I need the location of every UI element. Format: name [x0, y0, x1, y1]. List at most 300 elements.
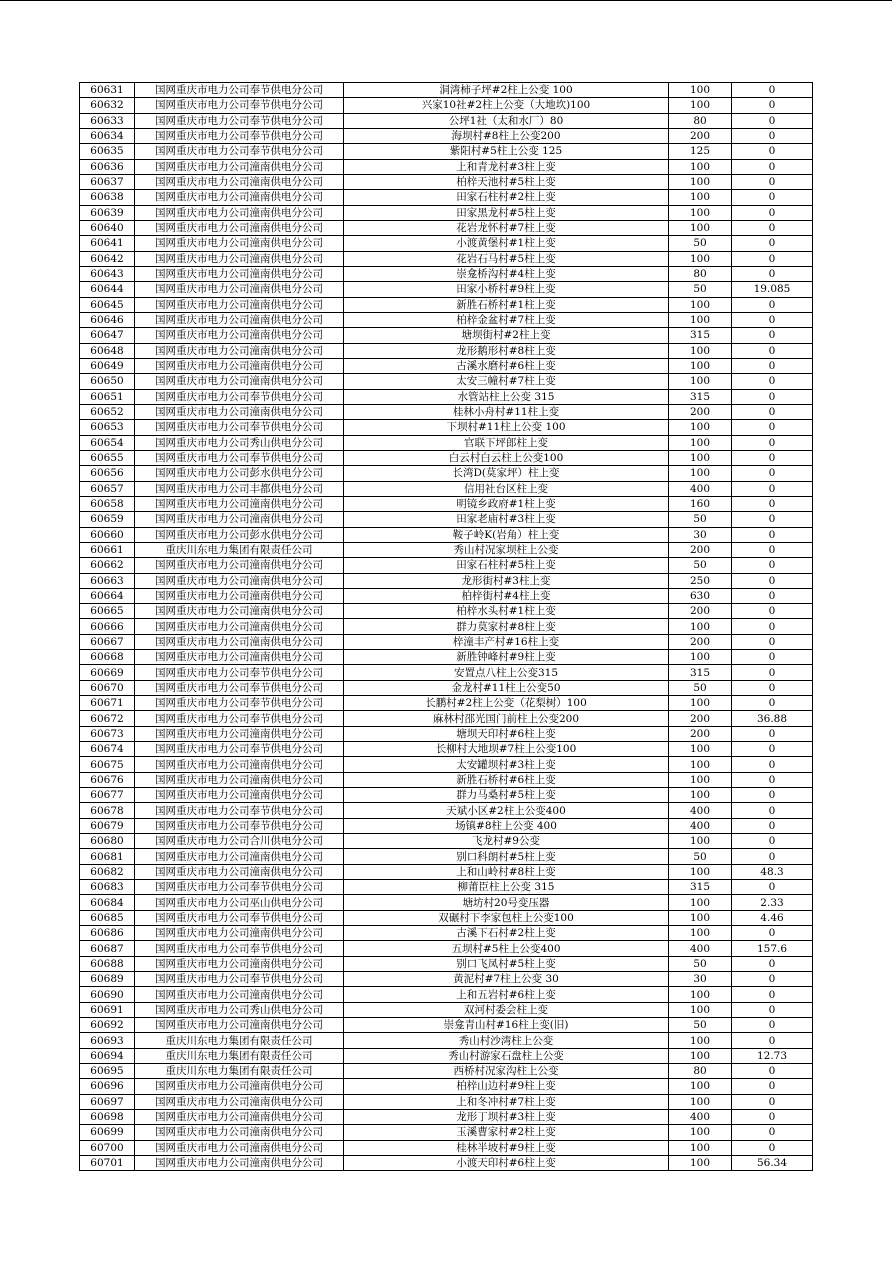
table-row: [80, 98, 813, 113]
company-cell: 国网重庆市电力公司奉节供电分公司: [135, 98, 344, 113]
table-row: [80, 328, 813, 343]
transformer-name-cell: 桂林半坡村#9柱上变: [344, 1140, 669, 1155]
value-cell: 0: [732, 573, 813, 588]
company-cell: 国网重庆市电力公司潼南供电分公司: [135, 634, 344, 649]
table-row: [80, 435, 813, 450]
value-cell: 0: [732, 834, 813, 849]
transformer-name-cell: 麻林村邵光国门前柱上公变200: [344, 711, 669, 726]
capacity-cell: 400: [669, 941, 732, 956]
row-id-cell: 60660: [80, 527, 135, 542]
value-cell: 0: [732, 466, 813, 481]
company-cell: 国网重庆市电力公司秀山供电分公司: [135, 1002, 344, 1017]
transformer-name-cell: 柏梓街村#4柱上变: [344, 588, 669, 603]
company-cell: 国网重庆市电力公司潼南供电分公司: [135, 343, 344, 358]
value-cell: 0: [732, 420, 813, 435]
company-cell: 国网重庆市电力公司潼南供电分公司: [135, 1079, 344, 1094]
company-cell: 国网重庆市电力公司潼南供电分公司: [135, 604, 344, 619]
value-cell: 0: [732, 650, 813, 665]
transformer-name-cell: 五坝村#5柱上公变400: [344, 941, 669, 956]
company-cell: 国网重庆市电力公司奉节供电分公司: [135, 680, 344, 695]
table-row: [80, 512, 813, 527]
row-id-cell: 60635: [80, 144, 135, 159]
transformer-name-cell: 官联下坪郎柱上变: [344, 435, 669, 450]
capacity-cell: 100: [669, 1048, 732, 1063]
value-cell: 56.34: [732, 1155, 813, 1170]
value-cell: 0: [732, 1094, 813, 1109]
table-row: [80, 788, 813, 803]
value-cell: 0: [732, 956, 813, 971]
capacity-cell: 315: [669, 665, 732, 680]
transformer-name-cell: 塘坝街村#2柱上变: [344, 328, 669, 343]
row-id-cell: 60643: [80, 266, 135, 281]
value-cell: 0: [732, 1079, 813, 1094]
table-row: [80, 190, 813, 205]
company-cell: 国网重庆市电力公司奉节供电分公司: [135, 711, 344, 726]
transformer-name-cell: 紫阳村#5柱上公变 125: [344, 144, 669, 159]
row-id-cell: 60662: [80, 558, 135, 573]
value-cell: 0: [732, 527, 813, 542]
company-cell: 重庆川东电力集团有限责任公司: [135, 1033, 344, 1048]
row-id-cell: 60636: [80, 159, 135, 174]
transformer-name-cell: 太安三幢村#7柱上变: [344, 374, 669, 389]
capacity-cell: 80: [669, 113, 732, 128]
row-id-cell: 60631: [80, 83, 135, 98]
row-id-cell: 60674: [80, 742, 135, 757]
company-cell: 国网重庆市电力公司潼南供电分公司: [135, 205, 344, 220]
table-row: [80, 895, 813, 910]
table-row: [80, 450, 813, 465]
value-cell: 0: [732, 588, 813, 603]
row-id-cell: 60666: [80, 619, 135, 634]
row-id-cell: 60671: [80, 696, 135, 711]
row-id-cell: 60639: [80, 205, 135, 220]
capacity-cell: 100: [669, 1002, 732, 1017]
table-row: [80, 113, 813, 128]
capacity-cell: 100: [669, 757, 732, 772]
row-id-cell: 60654: [80, 435, 135, 450]
capacity-cell: 50: [669, 849, 732, 864]
transformer-name-cell: 洞湾柿子坪#2柱上公变 100: [344, 83, 669, 98]
value-cell: 0: [732, 205, 813, 220]
company-cell: 国网重庆市电力公司潼南供电分公司: [135, 374, 344, 389]
table-row: [80, 496, 813, 511]
table-row: [80, 144, 813, 159]
company-cell: 国网重庆市电力公司潼南供电分公司: [135, 159, 344, 174]
transformer-name-cell: 上和山岭村#8柱上变: [344, 864, 669, 879]
row-id-cell: 60683: [80, 880, 135, 895]
table-row: [80, 358, 813, 373]
capacity-cell: 100: [669, 895, 732, 910]
row-id-cell: 60695: [80, 1064, 135, 1079]
transformer-name-cell: 柏梓天池村#5柱上变: [344, 174, 669, 189]
company-cell: 国网重庆市电力公司潼南供电分公司: [135, 220, 344, 235]
company-cell: 国网重庆市电力公司潼南供电分公司: [135, 1094, 344, 1109]
transformer-name-cell: 龙形丁坝村#3柱上变: [344, 1109, 669, 1124]
transformer-name-cell: 长柳村大地坝#7柱上公变100: [344, 742, 669, 757]
capacity-cell: 100: [669, 1155, 732, 1170]
table-row: [80, 650, 813, 665]
table-row: [80, 665, 813, 680]
table-row: [80, 374, 813, 389]
table-row: [80, 481, 813, 496]
row-id-cell: 60669: [80, 665, 135, 680]
table-row: [80, 1140, 813, 1155]
capacity-cell: 100: [669, 1033, 732, 1048]
transformer-name-cell: 上和冬冲村#7柱上变: [344, 1094, 669, 1109]
row-id-cell: 60682: [80, 864, 135, 879]
transformer-name-cell: 长鹏村#2柱上公变（花梨树）100: [344, 696, 669, 711]
table-row: [80, 726, 813, 741]
value-cell: 0: [732, 696, 813, 711]
company-cell: 国网重庆市电力公司奉节供电分公司: [135, 450, 344, 465]
row-id-cell: 60686: [80, 926, 135, 941]
row-id-cell: 60697: [80, 1094, 135, 1109]
table-row: [80, 604, 813, 619]
company-cell: 重庆川东电力集团有限责任公司: [135, 1048, 344, 1063]
company-cell: 重庆川东电力集团有限责任公司: [135, 1064, 344, 1079]
table-row: [80, 128, 813, 143]
capacity-cell: 100: [669, 205, 732, 220]
row-id-cell: 60658: [80, 496, 135, 511]
transformer-name-cell: 小渡黄堡村#1柱上变: [344, 236, 669, 251]
capacity-cell: 100: [669, 374, 732, 389]
table-row: [80, 83, 813, 98]
table-row: [80, 466, 813, 481]
company-cell: 国网重庆市电力公司秀山供电分公司: [135, 435, 344, 450]
page-top-rule: [0, 0, 892, 1]
row-id-cell: 60645: [80, 297, 135, 312]
company-cell: 国网重庆市电力公司潼南供电分公司: [135, 358, 344, 373]
value-cell: 0: [732, 1140, 813, 1155]
company-cell: 国网重庆市电力公司彭水供电分公司: [135, 466, 344, 481]
table-row: [80, 220, 813, 235]
row-id-cell: 60667: [80, 634, 135, 649]
table-row: [80, 772, 813, 787]
value-cell: 0: [732, 558, 813, 573]
capacity-cell: 30: [669, 527, 732, 542]
capacity-cell: 100: [669, 696, 732, 711]
row-id-cell: 60675: [80, 757, 135, 772]
company-cell: 国网重庆市电力公司合川供电分公司: [135, 834, 344, 849]
capacity-cell: 125: [669, 144, 732, 159]
value-cell: 0: [732, 680, 813, 695]
value-cell: 0: [732, 1125, 813, 1140]
table-row: [80, 1094, 813, 1109]
company-cell: 国网重庆市电力公司奉节供电分公司: [135, 880, 344, 895]
value-cell: 0: [732, 450, 813, 465]
company-cell: 国网重庆市电力公司潼南供电分公司: [135, 496, 344, 511]
company-cell: 国网重庆市电力公司潼南供电分公司: [135, 282, 344, 297]
value-cell: 0: [732, 481, 813, 496]
table-row: [80, 634, 813, 649]
table-row: [80, 420, 813, 435]
capacity-cell: 50: [669, 236, 732, 251]
value-cell: 0: [732, 512, 813, 527]
row-id-cell: 60680: [80, 834, 135, 849]
capacity-cell: 315: [669, 880, 732, 895]
transformer-name-cell: 群力马桑村#5柱上变: [344, 788, 669, 803]
row-id-cell: 60701: [80, 1155, 135, 1170]
table-row: [80, 542, 813, 557]
capacity-cell: 100: [669, 159, 732, 174]
company-cell: 国网重庆市电力公司巫山供电分公司: [135, 895, 344, 910]
transformer-name-cell: 新胜钟峰村#9柱上变: [344, 650, 669, 665]
row-id-cell: 60668: [80, 650, 135, 665]
capacity-cell: 400: [669, 818, 732, 833]
transformer-name-cell: 信用社台区柱上变: [344, 481, 669, 496]
company-cell: 国网重庆市电力公司潼南供电分公司: [135, 512, 344, 527]
capacity-cell: 315: [669, 328, 732, 343]
capacity-cell: 30: [669, 972, 732, 987]
transformer-name-cell: 白云村白云柱上公变100: [344, 450, 669, 465]
transformer-name-cell: 柏梓山边村#9柱上变: [344, 1079, 669, 1094]
row-id-cell: 60633: [80, 113, 135, 128]
value-cell: 48.3: [732, 864, 813, 879]
table-row: [80, 834, 813, 849]
company-cell: 国网重庆市电力公司潼南供电分公司: [135, 650, 344, 665]
table-row: [80, 864, 813, 879]
value-cell: 12.73: [732, 1048, 813, 1063]
company-cell: 国网重庆市电力公司潼南供电分公司: [135, 236, 344, 251]
company-cell: 国网重庆市电力公司潼南供电分公司: [135, 1125, 344, 1140]
table-row: [80, 389, 813, 404]
transformer-name-cell: 古溪下石村#2柱上变: [344, 926, 669, 941]
table-row: [80, 1079, 813, 1094]
table-row: [80, 711, 813, 726]
value-cell: 0: [732, 1109, 813, 1124]
company-cell: 国网重庆市电力公司潼南供电分公司: [135, 404, 344, 419]
value-cell: 0: [732, 343, 813, 358]
transformer-name-cell: 太安罐坝村#3柱上变: [344, 757, 669, 772]
company-cell: 重庆川东电力集团有限责任公司: [135, 542, 344, 557]
value-cell: 0: [732, 849, 813, 864]
company-cell: 国网重庆市电力公司潼南供电分公司: [135, 573, 344, 588]
company-cell: 国网重庆市电力公司潼南供电分公司: [135, 987, 344, 1002]
transformer-name-cell: 田家石柱村#2柱上变: [344, 190, 669, 205]
table-row: [80, 849, 813, 864]
transformer-name-cell: 上和青龙村#3柱上变: [344, 159, 669, 174]
value-cell: 0: [732, 389, 813, 404]
transformer-name-cell: 安置点八柱上公变315: [344, 665, 669, 680]
company-cell: 国网重庆市电力公司奉节供电分公司: [135, 665, 344, 680]
value-cell: 0: [732, 374, 813, 389]
capacity-cell: 100: [669, 987, 732, 1002]
table-row: [80, 558, 813, 573]
table-row: [80, 926, 813, 941]
capacity-cell: 200: [669, 542, 732, 557]
table-row: [80, 282, 813, 297]
company-cell: 国网重庆市电力公司潼南供电分公司: [135, 328, 344, 343]
table-row: [80, 696, 813, 711]
row-id-cell: 60678: [80, 803, 135, 818]
company-cell: 国网重庆市电力公司奉节供电分公司: [135, 818, 344, 833]
capacity-cell: 100: [669, 435, 732, 450]
transformer-name-cell: 崇龛青山村#16柱上变(旧): [344, 1018, 669, 1033]
capacity-cell: 200: [669, 726, 732, 741]
value-cell: 0: [732, 113, 813, 128]
table-row: [80, 1033, 813, 1048]
table-row: [80, 1048, 813, 1063]
capacity-cell: 100: [669, 1125, 732, 1140]
row-id-cell: 60665: [80, 604, 135, 619]
capacity-cell: 100: [669, 926, 732, 941]
value-cell: 0: [732, 803, 813, 818]
capacity-cell: 200: [669, 128, 732, 143]
company-cell: 国网重庆市电力公司潼南供电分公司: [135, 726, 344, 741]
capacity-cell: 50: [669, 956, 732, 971]
capacity-cell: 400: [669, 1109, 732, 1124]
transformer-name-cell: 龙形鹅形村#8柱上变: [344, 343, 669, 358]
value-cell: 0: [732, 266, 813, 281]
capacity-cell: 100: [669, 220, 732, 235]
capacity-cell: 630: [669, 588, 732, 603]
capacity-cell: 200: [669, 404, 732, 419]
row-id-cell: 60650: [80, 374, 135, 389]
transformer-name-cell: 秀山村沙湾柱上公变: [344, 1033, 669, 1048]
transformer-name-cell: 秀山村况家坝柱上公变: [344, 542, 669, 557]
capacity-cell: 100: [669, 742, 732, 757]
transformer-name-cell: 公坪1社（太和水厂）80: [344, 113, 669, 128]
capacity-cell: 100: [669, 1079, 732, 1094]
company-cell: 国网重庆市电力公司奉节供电分公司: [135, 128, 344, 143]
company-cell: 国网重庆市电力公司奉节供电分公司: [135, 389, 344, 404]
capacity-cell: 100: [669, 312, 732, 327]
transformer-name-cell: 秀山村游家石盘柱上公变: [344, 1048, 669, 1063]
transformer-name-cell: 新胜石桥村#6柱上变: [344, 772, 669, 787]
table-row: [80, 1018, 813, 1033]
table-row: [80, 956, 813, 971]
row-id-cell: 60673: [80, 726, 135, 741]
row-id-cell: 60634: [80, 128, 135, 143]
company-cell: 国网重庆市电力公司潼南供电分公司: [135, 297, 344, 312]
table-body: [80, 83, 813, 1171]
company-cell: 国网重庆市电力公司奉节供电分公司: [135, 941, 344, 956]
company-cell: 国网重庆市电力公司潼南供电分公司: [135, 1018, 344, 1033]
company-cell: 国网重庆市电力公司奉节供电分公司: [135, 696, 344, 711]
company-cell: 国网重庆市电力公司丰都供电分公司: [135, 481, 344, 496]
value-cell: 0: [732, 98, 813, 113]
transformer-name-cell: 田家黑龙村#5柱上变: [344, 205, 669, 220]
row-id-cell: 60690: [80, 987, 135, 1002]
value-cell: 0: [732, 542, 813, 557]
value-cell: 0: [732, 435, 813, 450]
row-id-cell: 60664: [80, 588, 135, 603]
row-id-cell: 60688: [80, 956, 135, 971]
row-id-cell: 60676: [80, 772, 135, 787]
value-cell: 0: [732, 772, 813, 787]
transformer-name-cell: 塘坊村20号变压器: [344, 895, 669, 910]
company-cell: 国网重庆市电力公司潼南供电分公司: [135, 558, 344, 573]
value-cell: 0: [732, 619, 813, 634]
row-id-cell: 60661: [80, 542, 135, 557]
transformer-name-cell: 双碾村下李家包柱上公变100: [344, 910, 669, 925]
row-id-cell: 60691: [80, 1002, 135, 1017]
row-id-cell: 60655: [80, 450, 135, 465]
company-cell: 国网重庆市电力公司奉节供电分公司: [135, 420, 344, 435]
table-row: [80, 527, 813, 542]
row-id-cell: 60693: [80, 1033, 135, 1048]
capacity-cell: 50: [669, 282, 732, 297]
transformer-name-cell: 群力莫家村#8柱上变: [344, 619, 669, 634]
capacity-cell: 100: [669, 297, 732, 312]
company-cell: 国网重庆市电力公司潼南供电分公司: [135, 788, 344, 803]
row-id-cell: 60677: [80, 788, 135, 803]
transformer-name-cell: 田家小桥村#9柱上变: [344, 282, 669, 297]
capacity-cell: 50: [669, 558, 732, 573]
capacity-cell: 80: [669, 266, 732, 281]
table-row: [80, 1155, 813, 1170]
company-cell: 国网重庆市电力公司奉节供电分公司: [135, 803, 344, 818]
transformer-name-cell: 鞍子岭K(岩角）柱上变: [344, 527, 669, 542]
capacity-cell: 50: [669, 680, 732, 695]
company-cell: 国网重庆市电力公司奉节供电分公司: [135, 742, 344, 757]
table-row: [80, 159, 813, 174]
company-cell: 国网重庆市电力公司潼南供电分公司: [135, 266, 344, 281]
transformer-name-cell: 下坝村#11柱上公变 100: [344, 420, 669, 435]
capacity-cell: 200: [669, 634, 732, 649]
row-id-cell: 60681: [80, 849, 135, 864]
transformer-name-cell: 场镇#8柱上公变 400: [344, 818, 669, 833]
transformer-name-cell: 双河村委会柱上变: [344, 1002, 669, 1017]
transformer-name-cell: 龙形街村#3柱上变: [344, 573, 669, 588]
company-cell: 国网重庆市电力公司潼南供电分公司: [135, 251, 344, 266]
table-row: [80, 343, 813, 358]
company-cell: 国网重庆市电力公司潼南供电分公司: [135, 312, 344, 327]
value-cell: 0: [732, 1018, 813, 1033]
table-row: [80, 404, 813, 419]
value-cell: 0: [732, 312, 813, 327]
transformer-table: [79, 82, 813, 1171]
capacity-cell: 100: [669, 788, 732, 803]
transformer-table-sheet: [79, 82, 813, 1171]
value-cell: 0: [732, 742, 813, 757]
row-id-cell: 60696: [80, 1079, 135, 1094]
value-cell: 0: [732, 190, 813, 205]
value-cell: 0: [732, 1064, 813, 1079]
row-id-cell: 60684: [80, 895, 135, 910]
row-id-cell: 60632: [80, 98, 135, 113]
value-cell: 0: [732, 83, 813, 98]
table-row: [80, 680, 813, 695]
company-cell: 国网重庆市电力公司奉节供电分公司: [135, 83, 344, 98]
transformer-name-cell: 明镜乡政府#1柱上变: [344, 496, 669, 511]
capacity-cell: 160: [669, 496, 732, 511]
company-cell: 国网重庆市电力公司潼南供电分公司: [135, 1109, 344, 1124]
capacity-cell: 100: [669, 650, 732, 665]
value-cell: 0: [732, 358, 813, 373]
company-cell: 国网重庆市电力公司潼南供电分公司: [135, 926, 344, 941]
row-id-cell: 60679: [80, 818, 135, 833]
company-cell: 国网重庆市电力公司奉节供电分公司: [135, 910, 344, 925]
table-row: [80, 1109, 813, 1124]
table-row: [80, 972, 813, 987]
company-cell: 国网重庆市电力公司潼南供电分公司: [135, 772, 344, 787]
row-id-cell: 60699: [80, 1125, 135, 1140]
value-cell: 0: [732, 604, 813, 619]
capacity-cell: 100: [669, 910, 732, 925]
transformer-name-cell: 柳莆臣柱上公变 315: [344, 880, 669, 895]
capacity-cell: 100: [669, 619, 732, 634]
row-id-cell: 60652: [80, 404, 135, 419]
capacity-cell: 100: [669, 1094, 732, 1109]
capacity-cell: 100: [669, 772, 732, 787]
company-cell: 国网重庆市电力公司潼南供电分公司: [135, 1140, 344, 1155]
value-cell: 0: [732, 144, 813, 159]
table-row: [80, 205, 813, 220]
transformer-name-cell: 桂林小舟村#11柱上变: [344, 404, 669, 419]
capacity-cell: 200: [669, 604, 732, 619]
value-cell: 0: [732, 987, 813, 1002]
